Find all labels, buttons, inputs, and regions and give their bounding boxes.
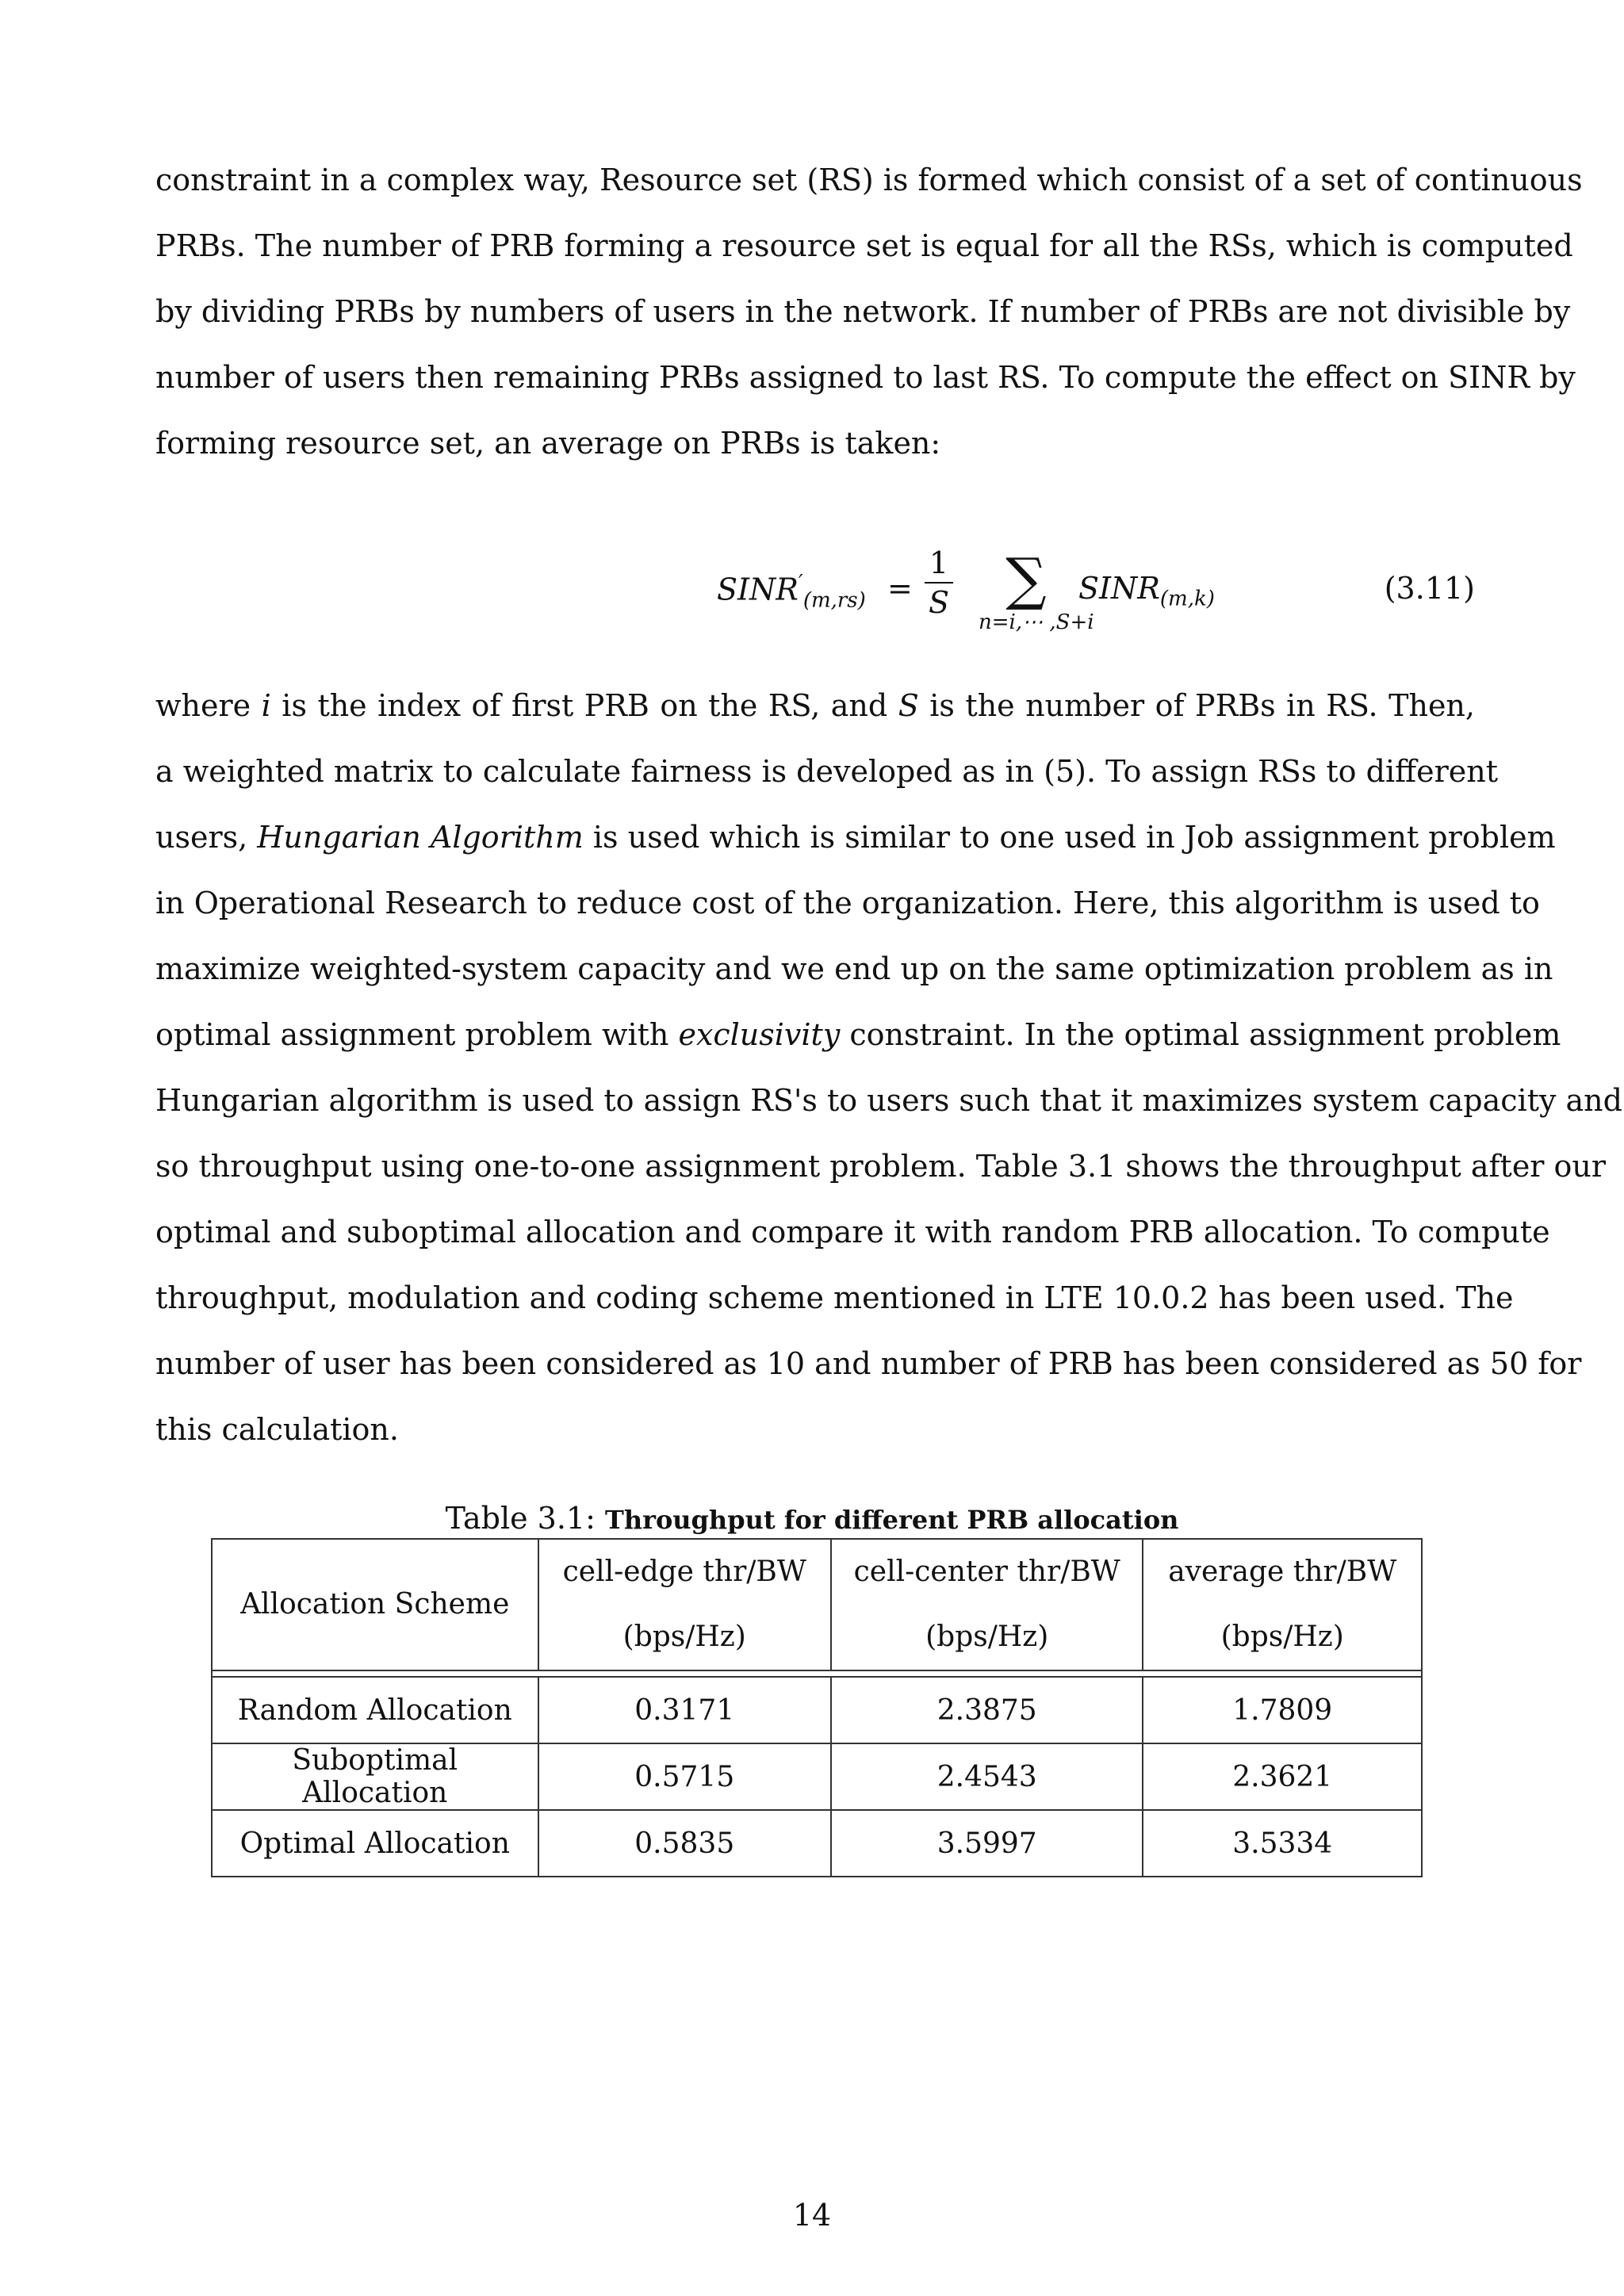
table-cell: 3.5334 (1143, 1810, 1422, 1877)
paragraph-hungarian (155, 673, 1622, 1463)
text-line: PRBs. The number of PRB forming a resource set is equal for all the RSs, which is computed (155, 228, 1573, 263)
table-cell: Suboptimal Allocation (212, 1743, 538, 1810)
text-line: by dividing PRBs by numbers of users in the network. If number of PRBs are not divisible by (155, 294, 1571, 329)
table-cell: Random Allocation (212, 1677, 538, 1743)
page-number: 14 (792, 2198, 832, 2233)
equation-number: (3.11) (1384, 571, 1475, 606)
text-line: in Operational Research to reduce cost of the organization. Here, this algorithm is used to (155, 886, 1540, 920)
text-line: number of user has been considered as 10 and number of PRB has been considered as 50 for (155, 1346, 1582, 1381)
table-row (212, 1810, 1422, 1877)
sigma-symbol: ∑ (1005, 545, 1047, 612)
table-caption-label: Table 3.1: (445, 1501, 596, 1536)
table-cell: 2.3621 (1143, 1743, 1422, 1810)
equation-lhs: $SINR'_{(m,rs)}$ (717, 571, 866, 613)
fraction-denominator: S (928, 585, 950, 620)
table-cell: 2.4543 (831, 1743, 1143, 1810)
equation-rhs: $SINR_{(m,k)}$ (1078, 571, 1215, 611)
table-double-rule (212, 1670, 1422, 1677)
table-header-cell: cell-center thr/BW (bps/Hz) (831, 1539, 1143, 1670)
table-caption-title: Throughput for different PRB allocation (605, 1505, 1179, 1535)
fraction-numerator: 1 (929, 545, 949, 580)
equation-equals: = (887, 571, 913, 606)
equation-3-11 (155, 547, 1475, 650)
text-line: so throughput using one-to-one assignment problem. Table 3.1 shows the throughput after our (155, 1149, 1607, 1184)
table-row (212, 1677, 1422, 1743)
table-header-cell: Allocation Scheme (212, 1539, 538, 1670)
throughput-table (211, 1538, 1423, 1877)
table-caption (0, 1501, 1624, 1536)
text-line: users, Hungarian Algorithm is used which is similar to one used in Job assignment problem (155, 820, 1556, 855)
equation-summation (979, 545, 1094, 634)
table-cell: 0.5835 (538, 1810, 831, 1877)
text-line: Hungarian algorithm is used to assign RS's to users such that it maximizes system capacity and (155, 1083, 1622, 1118)
text-line: optimal and suboptimal allocation and compare it with random PRB allocation. To compute (155, 1215, 1550, 1249)
summation-limits: n=i,⋯ ,S+i (979, 610, 1094, 634)
text-line: this calculation. (155, 1412, 399, 1447)
table-cell: 0.3171 (538, 1677, 831, 1743)
table-header-cell: cell-edge thr/BW (bps/Hz) (538, 1539, 831, 1670)
text-line: optimal assignment problem with exclusivity constraint. In the optimal assignment problem (155, 1017, 1561, 1052)
table-header-cell: average thr/BW (bps/Hz) (1143, 1539, 1422, 1670)
table-cell: 3.5997 (831, 1810, 1143, 1877)
table-cell: 2.3875 (831, 1677, 1143, 1743)
text-line: constraint in a complex way, Resource set (RS) is formed which consist of a set of continuous (155, 163, 1583, 197)
table-cell: Optimal Allocation (212, 1810, 538, 1877)
text-line: where i is the index of first PRB on the RS, and S is the number of PRBs in RS. Then, (155, 688, 1475, 723)
table-row (212, 1743, 1422, 1810)
table-header-row (212, 1539, 1422, 1670)
equation-fraction (925, 547, 953, 618)
table-cell: 1.7809 (1143, 1677, 1422, 1743)
text-line: throughput, modulation and coding scheme mentioned in LTE 10.0.2 has been used. The (155, 1280, 1514, 1315)
table-cell: 0.5715 (538, 1743, 831, 1810)
text-line: maximize weighted-system capacity and we end up on the same optimization problem as in (155, 951, 1553, 986)
paragraph-intro (155, 147, 1583, 476)
fraction-bar (925, 582, 953, 584)
text-line: forming resource set, an average on PRBs is taken: (155, 426, 941, 461)
text-line: number of users then remaining PRBs assigned to last RS. To compute the effect on SINR by (155, 360, 1576, 395)
text-line: a weighted matrix to calculate fairness is developed as in (5). To assign RSs to different (155, 754, 1498, 789)
